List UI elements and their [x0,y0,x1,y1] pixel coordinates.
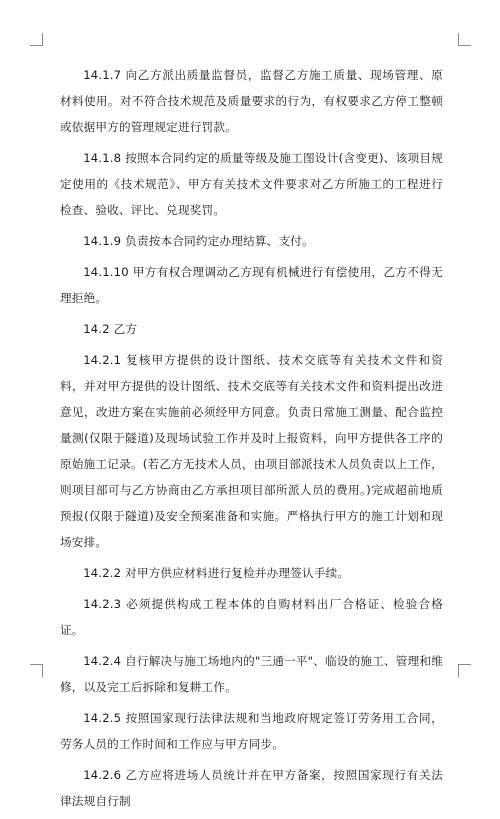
crop-mark-bottom-right [458,664,471,677]
clause-14-2-1: 14.2.1 复核甲方提供的设计图纸、技术交底等有关技术文件和资料，并对甲方提供的设计图纸、技术交底等有关技术文件和资料提出改进意见，改进方案在实施前必须经甲方同意。负责日常施工测量、配合监控量测(仅限于隧道)及现场试验工作并及时上报资料，向甲方提供各工序的原始施工记录。(若乙方无技术人员，由项目部派技术人员负责以上工作，则项目部可与乙方协商由乙方承担项目部所派人员的费用。)完成超前地质预报(仅限于隧道)及安全预案准备和实施。严格执行甲方的施工计划和现场安排。 [60,353,443,549]
clause-14-1-7: 14.1.7 向乙方派出质量监督员，监督乙方施工质量、现场管理、原材料使用。对不符合技术规范及质量要求的行为，有权要求乙方停工整顿或依据甲方的管理规定进行罚款。 [60,68,443,134]
crop-mark-top-right [458,33,471,46]
clause-14-2-5: 14.2.5 按照国家现行法律法规和当地政府规定签订劳务用工合同，劳务人员的工作时间和工作应与甲方同步。 [60,711,443,751]
crop-mark-bottom-left [30,664,43,677]
clause-14-1-9: 14.1.9 负责按本合同约定办理结算、支付。 [83,234,314,248]
document-body [60,62,443,819]
clause-14-2-4: 14.2.4 自行解决与施工场地内的"三通一平"、临设的施工、管理和维修，以及完工后拆除和复耕工作。 [60,654,443,694]
clause-14-2-3: 14.2.3 必须提供构成工程本体的自购材料出厂合格证、检验合格证。 [60,597,443,637]
clause-14-2-6: 14.2.6 乙方应将进场人员统计并在甲方备案，按照国家现行有关法律法规自行制 [60,768,443,808]
clause-14-1-10: 14.1.10 甲方有权合理调动乙方现有机械进行有偿使用，乙方不得无理拒绝。 [60,265,443,305]
clause-14-1-8: 14.1.8 按照本合同约定的质量等级及施工图设计(含变更)、该项目规定使用的《技术规范》、甲方有关技术文件要求对乙方所施工的工程进行检查、验收、评比、兑现奖罚。 [60,151,443,217]
section-heading-14-2: 14.2 乙方 [83,322,138,336]
crop-mark-top-left [30,33,43,46]
clause-14-2-2: 14.2.2 对甲方供应材料进行复检并办理签认手续。 [83,566,350,580]
